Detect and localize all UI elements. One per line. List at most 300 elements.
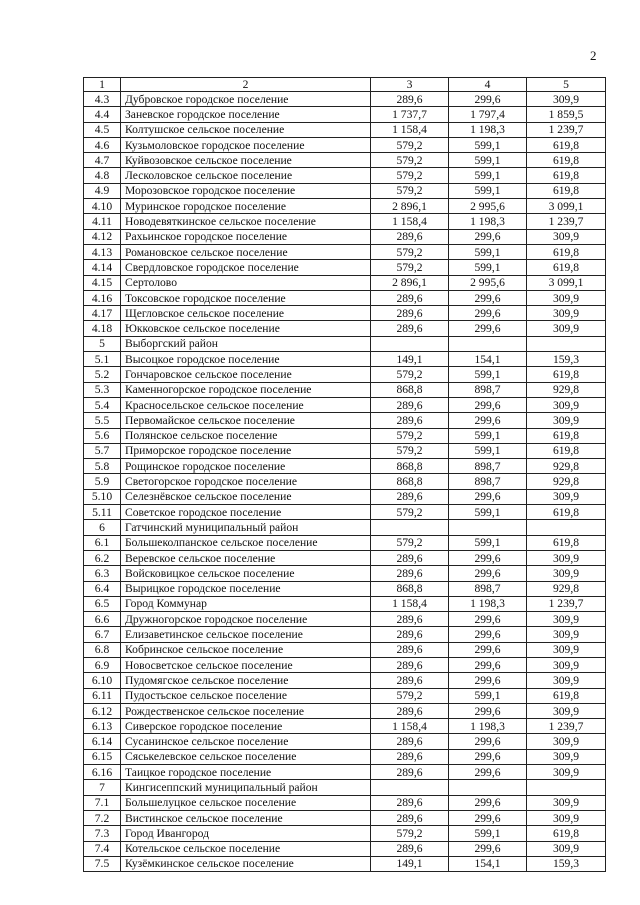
- value-cell-col3: 289,6: [371, 489, 449, 504]
- value-cell-col5: 309,9: [527, 612, 606, 627]
- table-row: [84, 765, 606, 780]
- value-cell-col5: 3 099,1: [527, 275, 606, 290]
- value-cell-col5: 619,8: [527, 688, 606, 703]
- value-cell-col4: 599,1: [449, 168, 527, 183]
- row-number-cell: 6.3: [84, 566, 121, 581]
- row-number-cell: 5.2: [84, 367, 121, 382]
- value-cell-col4: 599,1: [449, 826, 527, 841]
- value-cell-col4: 599,1: [449, 688, 527, 703]
- value-cell-col5: 309,9: [527, 765, 606, 780]
- table-row: [84, 703, 606, 718]
- settlement-name-cell: Щегловское сельское поселение: [121, 306, 371, 321]
- column-header: 5: [527, 78, 606, 92]
- value-cell-col5: 619,8: [527, 535, 606, 550]
- table-row: [84, 550, 606, 565]
- value-cell-col3: 289,6: [371, 627, 449, 642]
- value-cell-col4: 599,1: [449, 443, 527, 458]
- value-cell-col3: 579,2: [371, 153, 449, 168]
- value-cell-col5: 309,9: [527, 229, 606, 244]
- table-row: [84, 275, 606, 290]
- value-cell-col4: 599,1: [449, 183, 527, 198]
- table-body: [84, 92, 606, 872]
- value-cell-col3: 579,2: [371, 367, 449, 382]
- settlement-name-cell: Гатчинский муниципальный район: [121, 520, 371, 535]
- value-cell-col4: 299,6: [449, 306, 527, 321]
- value-cell-col5: 309,9: [527, 306, 606, 321]
- row-number-cell: 6.2: [84, 550, 121, 565]
- value-cell-col3: 289,6: [371, 306, 449, 321]
- table-row: [84, 397, 606, 412]
- row-number-cell: 4.11: [84, 214, 121, 229]
- value-cell-col3: 289,6: [371, 795, 449, 810]
- value-cell-col4: 299,6: [449, 413, 527, 428]
- table-row: [84, 443, 606, 458]
- value-cell-col3: 289,6: [371, 397, 449, 412]
- settlement-name-cell: Куйвозовское сельское поселение: [121, 153, 371, 168]
- value-cell-col3: 868,8: [371, 474, 449, 489]
- row-number-cell: 5.3: [84, 382, 121, 397]
- table-row: [84, 183, 606, 198]
- value-cell-col4: 2 995,6: [449, 199, 527, 214]
- table-row: [84, 229, 606, 244]
- settlement-name-cell: Первомайское сельское поселение: [121, 413, 371, 428]
- settlement-name-cell: Веревское сельское поселение: [121, 550, 371, 565]
- value-cell-col5: 309,9: [527, 92, 606, 107]
- settlement-name-cell: Лесколовское сельское поселение: [121, 168, 371, 183]
- table-row: [84, 719, 606, 734]
- settlement-name-cell: Кобринское сельское поселение: [121, 642, 371, 657]
- row-number-cell: 5.4: [84, 397, 121, 412]
- value-cell-col5: 159,3: [527, 856, 606, 871]
- settlement-name-cell: Красносельское сельское поселение: [121, 397, 371, 412]
- row-number-cell: 6.15: [84, 749, 121, 764]
- settlement-name-cell: Морозовское городское поселение: [121, 183, 371, 198]
- value-cell-col3: 289,6: [371, 734, 449, 749]
- value-cell-col4: 299,6: [449, 703, 527, 718]
- value-cell-col3: 289,6: [371, 413, 449, 428]
- row-number-cell: 6.8: [84, 642, 121, 657]
- value-cell-col5: 309,9: [527, 657, 606, 672]
- value-cell-col5: 619,8: [527, 183, 606, 198]
- row-number-cell: 4.7: [84, 153, 121, 168]
- value-cell-col5: 1 239,7: [527, 122, 606, 137]
- row-number-cell: 4.3: [84, 92, 121, 107]
- settlement-name-cell: Выборгский район: [121, 336, 371, 351]
- value-cell-col4: 898,7: [449, 459, 527, 474]
- value-cell-col5: 929,8: [527, 382, 606, 397]
- value-cell-col5: 309,9: [527, 673, 606, 688]
- value-cell-col4: 1 797,4: [449, 107, 527, 122]
- row-number-cell: 4.17: [84, 306, 121, 321]
- value-cell-col3: 289,6: [371, 92, 449, 107]
- table-row: [84, 137, 606, 152]
- row-number-cell: 5: [84, 336, 121, 351]
- value-cell-col5: 309,9: [527, 290, 606, 305]
- settlement-name-cell: Войсковицкое сельское поселение: [121, 566, 371, 581]
- row-number-cell: 4.10: [84, 199, 121, 214]
- settlement-name-cell: Светогорское городское поселение: [121, 474, 371, 489]
- value-cell-col5: 1 239,7: [527, 214, 606, 229]
- settlement-name-cell: Муринское городское поселение: [121, 199, 371, 214]
- table-row: [84, 290, 606, 305]
- value-cell-col4: [449, 520, 527, 535]
- settlement-name-cell: Полянское сельское поселение: [121, 428, 371, 443]
- row-number-cell: 6.14: [84, 734, 121, 749]
- settlement-name-cell: Кузьмоловское городское поселение: [121, 137, 371, 152]
- settlement-name-cell: Вистинское сельское поселение: [121, 810, 371, 825]
- value-cell-col3: 868,8: [371, 382, 449, 397]
- value-cell-col5: 929,8: [527, 474, 606, 489]
- value-cell-col3: 289,6: [371, 657, 449, 672]
- settlement-name-cell: Котельское сельское поселение: [121, 841, 371, 856]
- value-cell-col4: 898,7: [449, 382, 527, 397]
- value-cell-col3: 289,6: [371, 612, 449, 627]
- row-number-cell: 5.9: [84, 474, 121, 489]
- row-number-cell: 4.6: [84, 137, 121, 152]
- settlement-name-cell: Таицкое городское поселение: [121, 765, 371, 780]
- table-row: [84, 321, 606, 336]
- table-row: [84, 260, 606, 275]
- value-cell-col5: 1 239,7: [527, 596, 606, 611]
- table-row: [84, 505, 606, 520]
- row-number-cell: 6.9: [84, 657, 121, 672]
- table-row: [84, 413, 606, 428]
- settlement-name-cell: Селезнёвское сельское поселение: [121, 489, 371, 504]
- value-cell-col3: 579,2: [371, 443, 449, 458]
- value-cell-col4: 299,6: [449, 657, 527, 672]
- settlement-name-cell: Гончаровское сельское поселение: [121, 367, 371, 382]
- value-cell-col5: 619,8: [527, 505, 606, 520]
- settlement-name-cell: Токсовское городское поселение: [121, 290, 371, 305]
- value-cell-col3: 149,1: [371, 856, 449, 871]
- value-cell-col3: 579,2: [371, 535, 449, 550]
- row-number-cell: 6.4: [84, 581, 121, 596]
- settlement-name-cell: Кингисеппский муниципальный район: [121, 780, 371, 795]
- table-row: [84, 780, 606, 795]
- settlement-name-cell: Город Ивангород: [121, 826, 371, 841]
- settlement-name-cell: Новодевяткинское сельское поселение: [121, 214, 371, 229]
- value-cell-col3: 289,6: [371, 229, 449, 244]
- value-cell-col4: 154,1: [449, 352, 527, 367]
- value-cell-col4: 299,6: [449, 841, 527, 856]
- value-cell-col4: 299,6: [449, 92, 527, 107]
- value-cell-col3: 579,2: [371, 183, 449, 198]
- table-row: [84, 428, 606, 443]
- settlement-name-cell: Каменногорское городское поселение: [121, 382, 371, 397]
- value-cell-col4: 599,1: [449, 367, 527, 382]
- row-number-cell: 7.4: [84, 841, 121, 856]
- value-cell-col5: [527, 336, 606, 351]
- value-cell-col3: 1 158,4: [371, 719, 449, 734]
- settlement-name-cell: Пудомягское сельское поселение: [121, 673, 371, 688]
- value-cell-col5: 619,8: [527, 260, 606, 275]
- value-cell-col4: 299,6: [449, 673, 527, 688]
- value-cell-col5: 929,8: [527, 459, 606, 474]
- table-row: [84, 856, 606, 871]
- value-cell-col3: 289,6: [371, 765, 449, 780]
- value-cell-col5: 309,9: [527, 749, 606, 764]
- value-cell-col3: 579,2: [371, 505, 449, 520]
- settlement-name-cell: Заневское городское поселение: [121, 107, 371, 122]
- row-number-cell: 6.6: [84, 612, 121, 627]
- settlement-name-cell: Вырицкое городское поселение: [121, 581, 371, 596]
- value-cell-col4: 299,6: [449, 642, 527, 657]
- table-row: [84, 459, 606, 474]
- settlement-name-cell: Рощинское городское поселение: [121, 459, 371, 474]
- value-cell-col3: 579,2: [371, 137, 449, 152]
- row-number-cell: 6.7: [84, 627, 121, 642]
- table-row: [84, 474, 606, 489]
- table-row: [84, 336, 606, 351]
- settlement-name-cell: Город Коммунар: [121, 596, 371, 611]
- table-row: [84, 795, 606, 810]
- value-cell-col5: 309,9: [527, 321, 606, 336]
- settlement-name-cell: Сертолово: [121, 275, 371, 290]
- value-cell-col5: 619,8: [527, 153, 606, 168]
- page-number: 2: [590, 48, 597, 63]
- row-number-cell: 5.8: [84, 459, 121, 474]
- value-cell-col3: 868,8: [371, 581, 449, 596]
- value-cell-col4: [449, 780, 527, 795]
- table-row: [84, 352, 606, 367]
- value-cell-col4: 299,6: [449, 765, 527, 780]
- value-cell-col5: 309,9: [527, 413, 606, 428]
- value-cell-col4: 299,6: [449, 566, 527, 581]
- value-cell-col3: 289,6: [371, 550, 449, 565]
- value-cell-col5: 309,9: [527, 627, 606, 642]
- value-cell-col3: [371, 336, 449, 351]
- row-number-cell: 6.1: [84, 535, 121, 550]
- value-cell-col5: 309,9: [527, 795, 606, 810]
- row-number-cell: 4.9: [84, 183, 121, 198]
- value-cell-col5: 309,9: [527, 550, 606, 565]
- settlement-name-cell: Большеколпанское сельское поселение: [121, 535, 371, 550]
- value-cell-col5: [527, 780, 606, 795]
- data-table: [83, 77, 606, 872]
- value-cell-col5: 309,9: [527, 397, 606, 412]
- table-row: [84, 520, 606, 535]
- table-row: [84, 826, 606, 841]
- value-cell-col4: 898,7: [449, 581, 527, 596]
- row-number-cell: 5.1: [84, 352, 121, 367]
- table-row: [84, 382, 606, 397]
- settlement-name-cell: Дружногорское городское поселение: [121, 612, 371, 627]
- settlement-name-cell: Свердловское городское поселение: [121, 260, 371, 275]
- value-cell-col3: [371, 780, 449, 795]
- table-row: [84, 657, 606, 672]
- table-row: [84, 810, 606, 825]
- settlement-name-cell: Елизаветинское сельское поселение: [121, 627, 371, 642]
- value-cell-col4: 599,1: [449, 137, 527, 152]
- settlement-name-cell: Советское городское поселение: [121, 505, 371, 520]
- value-cell-col5: 3 099,1: [527, 199, 606, 214]
- value-cell-col3: 579,2: [371, 244, 449, 259]
- value-cell-col4: 299,6: [449, 612, 527, 627]
- row-number-cell: 5.6: [84, 428, 121, 443]
- value-cell-col4: 599,1: [449, 153, 527, 168]
- table-row: [84, 168, 606, 183]
- table-row: [84, 153, 606, 168]
- settlement-name-cell: Приморское городское поселение: [121, 443, 371, 458]
- value-cell-col3: 1 737,7: [371, 107, 449, 122]
- value-cell-col4: [449, 336, 527, 351]
- row-number-cell: 5.10: [84, 489, 121, 504]
- value-cell-col5: 619,8: [527, 428, 606, 443]
- value-cell-col4: 599,1: [449, 244, 527, 259]
- settlement-name-cell: Новосветское сельское поселение: [121, 657, 371, 672]
- value-cell-col4: 299,6: [449, 734, 527, 749]
- value-cell-col5: 619,8: [527, 826, 606, 841]
- value-cell-col3: 1 158,4: [371, 596, 449, 611]
- settlement-name-cell: Сиверское городское поселение: [121, 719, 371, 734]
- row-number-cell: 6: [84, 520, 121, 535]
- table-row: [84, 596, 606, 611]
- value-cell-col3: 149,1: [371, 352, 449, 367]
- column-header: 3: [371, 78, 449, 92]
- table-row: [84, 673, 606, 688]
- value-cell-col4: 299,6: [449, 795, 527, 810]
- row-number-cell: 6.13: [84, 719, 121, 734]
- row-number-cell: 4.5: [84, 122, 121, 137]
- value-cell-col4: 599,1: [449, 260, 527, 275]
- row-number-cell: 6.11: [84, 688, 121, 703]
- column-header: 1: [84, 78, 121, 92]
- table-row: [84, 92, 606, 107]
- table-row: [84, 566, 606, 581]
- row-number-cell: 4.4: [84, 107, 121, 122]
- value-cell-col3: 289,6: [371, 642, 449, 657]
- value-cell-col3: 579,2: [371, 826, 449, 841]
- value-cell-col3: 289,6: [371, 290, 449, 305]
- table-row: [84, 535, 606, 550]
- value-cell-col4: 299,6: [449, 627, 527, 642]
- value-cell-col5: 1 859,5: [527, 107, 606, 122]
- value-cell-col4: 299,6: [449, 749, 527, 764]
- row-number-cell: 6.16: [84, 765, 121, 780]
- table-row: [84, 749, 606, 764]
- row-number-cell: 4.12: [84, 229, 121, 244]
- table-row: [84, 306, 606, 321]
- value-cell-col3: 289,6: [371, 749, 449, 764]
- value-cell-col4: 1 198,3: [449, 719, 527, 734]
- value-cell-col4: 1 198,3: [449, 122, 527, 137]
- table-header-row: [84, 78, 606, 92]
- value-cell-col3: 289,6: [371, 810, 449, 825]
- value-cell-col5: 619,8: [527, 168, 606, 183]
- table-row: [84, 734, 606, 749]
- value-cell-col5: 309,9: [527, 810, 606, 825]
- settlement-name-cell: Кузёмкинское сельское поселение: [121, 856, 371, 871]
- table-row: [84, 107, 606, 122]
- value-cell-col5: 619,8: [527, 367, 606, 382]
- row-number-cell: 6.10: [84, 673, 121, 688]
- value-cell-col3: 289,6: [371, 703, 449, 718]
- row-number-cell: 4.15: [84, 275, 121, 290]
- row-number-cell: 5.11: [84, 505, 121, 520]
- row-number-cell: 4.14: [84, 260, 121, 275]
- settlement-name-cell: Сяськелевское сельское поселение: [121, 749, 371, 764]
- table-row: [84, 367, 606, 382]
- value-cell-col3: 289,6: [371, 566, 449, 581]
- value-cell-col4: 1 198,3: [449, 214, 527, 229]
- row-number-cell: 4.16: [84, 290, 121, 305]
- settlement-name-cell: Большелуцкое сельское поселение: [121, 795, 371, 810]
- table-row: [84, 214, 606, 229]
- row-number-cell: 6.12: [84, 703, 121, 718]
- value-cell-col5: 619,8: [527, 443, 606, 458]
- value-cell-col3: 868,8: [371, 459, 449, 474]
- value-cell-col4: 299,6: [449, 321, 527, 336]
- column-header: 2: [121, 78, 371, 92]
- table-row: [84, 627, 606, 642]
- value-cell-col3: 2 896,1: [371, 275, 449, 290]
- value-cell-col4: 599,1: [449, 428, 527, 443]
- table-row: [84, 581, 606, 596]
- settlement-name-cell: Рождественское сельское поселение: [121, 703, 371, 718]
- row-number-cell: 7.5: [84, 856, 121, 871]
- value-cell-col5: [527, 520, 606, 535]
- settlement-name-cell: Пудостьское сельское поселение: [121, 688, 371, 703]
- row-number-cell: 7: [84, 780, 121, 795]
- value-cell-col3: 579,2: [371, 688, 449, 703]
- value-cell-col5: 309,9: [527, 566, 606, 581]
- row-number-cell: 4.13: [84, 244, 121, 259]
- row-number-cell: 7.3: [84, 826, 121, 841]
- settlement-name-cell: Рахьинское городское поселение: [121, 229, 371, 244]
- row-number-cell: 7.2: [84, 810, 121, 825]
- value-cell-col4: 599,1: [449, 535, 527, 550]
- value-cell-col4: 599,1: [449, 505, 527, 520]
- table-row: [84, 841, 606, 856]
- value-cell-col3: 1 158,4: [371, 214, 449, 229]
- column-header: 4: [449, 78, 527, 92]
- value-cell-col3: 2 896,1: [371, 199, 449, 214]
- table-row: [84, 244, 606, 259]
- value-cell-col3: 579,2: [371, 260, 449, 275]
- table-row: [84, 612, 606, 627]
- table-row: [84, 199, 606, 214]
- value-cell-col3: 579,2: [371, 168, 449, 183]
- value-cell-col5: 619,8: [527, 244, 606, 259]
- value-cell-col4: 2 995,6: [449, 275, 527, 290]
- value-cell-col5: 929,8: [527, 581, 606, 596]
- table-row: [84, 122, 606, 137]
- settlement-name-cell: Колтушское сельское поселение: [121, 122, 371, 137]
- table-row: [84, 688, 606, 703]
- value-cell-col5: 309,9: [527, 642, 606, 657]
- value-cell-col3: 289,6: [371, 841, 449, 856]
- value-cell-col3: [371, 520, 449, 535]
- value-cell-col5: 309,9: [527, 489, 606, 504]
- value-cell-col4: 1 198,3: [449, 596, 527, 611]
- value-cell-col4: 299,6: [449, 290, 527, 305]
- value-cell-col3: 579,2: [371, 428, 449, 443]
- table-row: [84, 489, 606, 504]
- row-number-cell: 4.18: [84, 321, 121, 336]
- row-number-cell: 7.1: [84, 795, 121, 810]
- value-cell-col4: 299,6: [449, 397, 527, 412]
- value-cell-col4: 898,7: [449, 474, 527, 489]
- value-cell-col5: 159,3: [527, 352, 606, 367]
- value-cell-col4: 299,6: [449, 489, 527, 504]
- row-number-cell: 5.7: [84, 443, 121, 458]
- value-cell-col4: 299,6: [449, 229, 527, 244]
- value-cell-col5: 1 239,7: [527, 719, 606, 734]
- value-cell-col3: 1 158,4: [371, 122, 449, 137]
- value-cell-col4: 154,1: [449, 856, 527, 871]
- settlement-name-cell: Юкковское сельское поселение: [121, 321, 371, 336]
- value-cell-col4: 299,6: [449, 550, 527, 565]
